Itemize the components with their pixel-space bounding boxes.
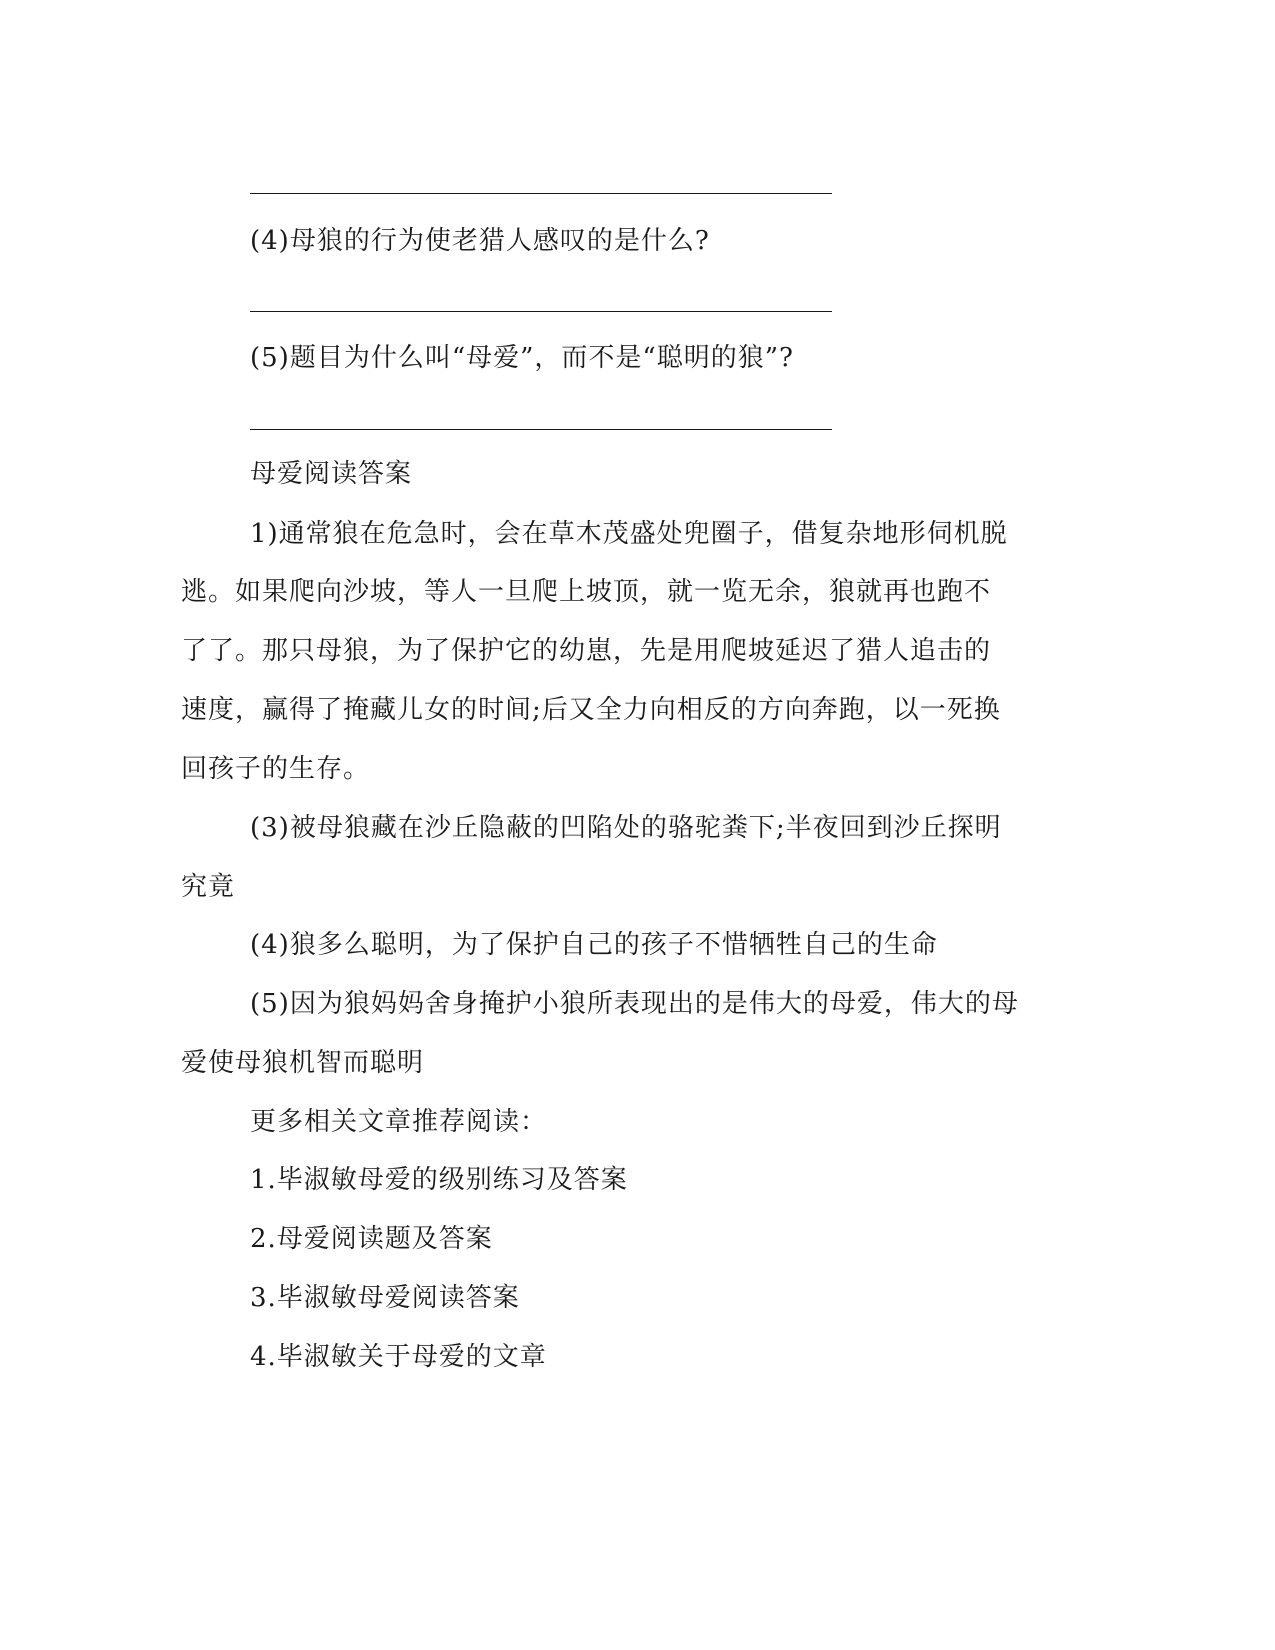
answers-heading: 母爱阅读答案	[250, 459, 413, 489]
answer-blank-line	[250, 193, 832, 194]
answer-1-line: 1)通常狼在危急时，会在草木茂盛处兜圈子，借复杂地形伺机脱	[250, 519, 1008, 549]
related-link[interactable]: 2.母爱阅读题及答案	[250, 1224, 493, 1254]
answer-5-line: (5)因为狼妈妈舍身掩护小狼所表现出的是伟大的母爱，伟大的母	[250, 989, 1019, 1019]
answer-5-line: 爱使母狼机智而聪明	[181, 1048, 425, 1078]
answer-blank-line	[250, 311, 832, 312]
answer-3-line: 究竟	[181, 872, 236, 902]
related-link[interactable]: 3.毕淑敏母爱阅读答案	[250, 1283, 520, 1313]
related-link[interactable]: 4.毕淑敏关于母爱的文章	[250, 1342, 547, 1372]
answer-1-line: 速度，赢得了掩藏儿女的时间;后又全力向相反的方向奔跑，以一死换	[181, 695, 1001, 725]
answer-4: (4)狼多么聪明，为了保护自己的孩子不惜牺牲自己的生命	[250, 930, 938, 960]
question-5: (5)题目为什么叫“母爱”，而不是“聪明的狼”?	[250, 343, 794, 373]
answer-blank-line	[250, 429, 832, 430]
answer-1-line: 逃。如果爬向沙坡，等人一旦爬上坡顶，就一览无余，狼就再也跑不	[181, 577, 992, 607]
answer-1-line: 了了。那只母狼，为了保护它的幼崽，先是用爬坡延迟了猎人追击的	[181, 636, 992, 666]
related-link[interactable]: 1.毕淑敏母爱的级别练习及答案	[250, 1165, 628, 1195]
answer-3-line: (3)被母狼藏在沙丘隐蔽的凹陷处的骆驼粪下;半夜回到沙丘探明	[250, 813, 1002, 843]
related-heading: 更多相关文章推荐阅读：	[250, 1107, 548, 1137]
answer-1-line: 回孩子的生存。	[181, 754, 371, 784]
question-4: (4)母狼的行为使老猎人感叹的是什么?	[250, 226, 710, 256]
